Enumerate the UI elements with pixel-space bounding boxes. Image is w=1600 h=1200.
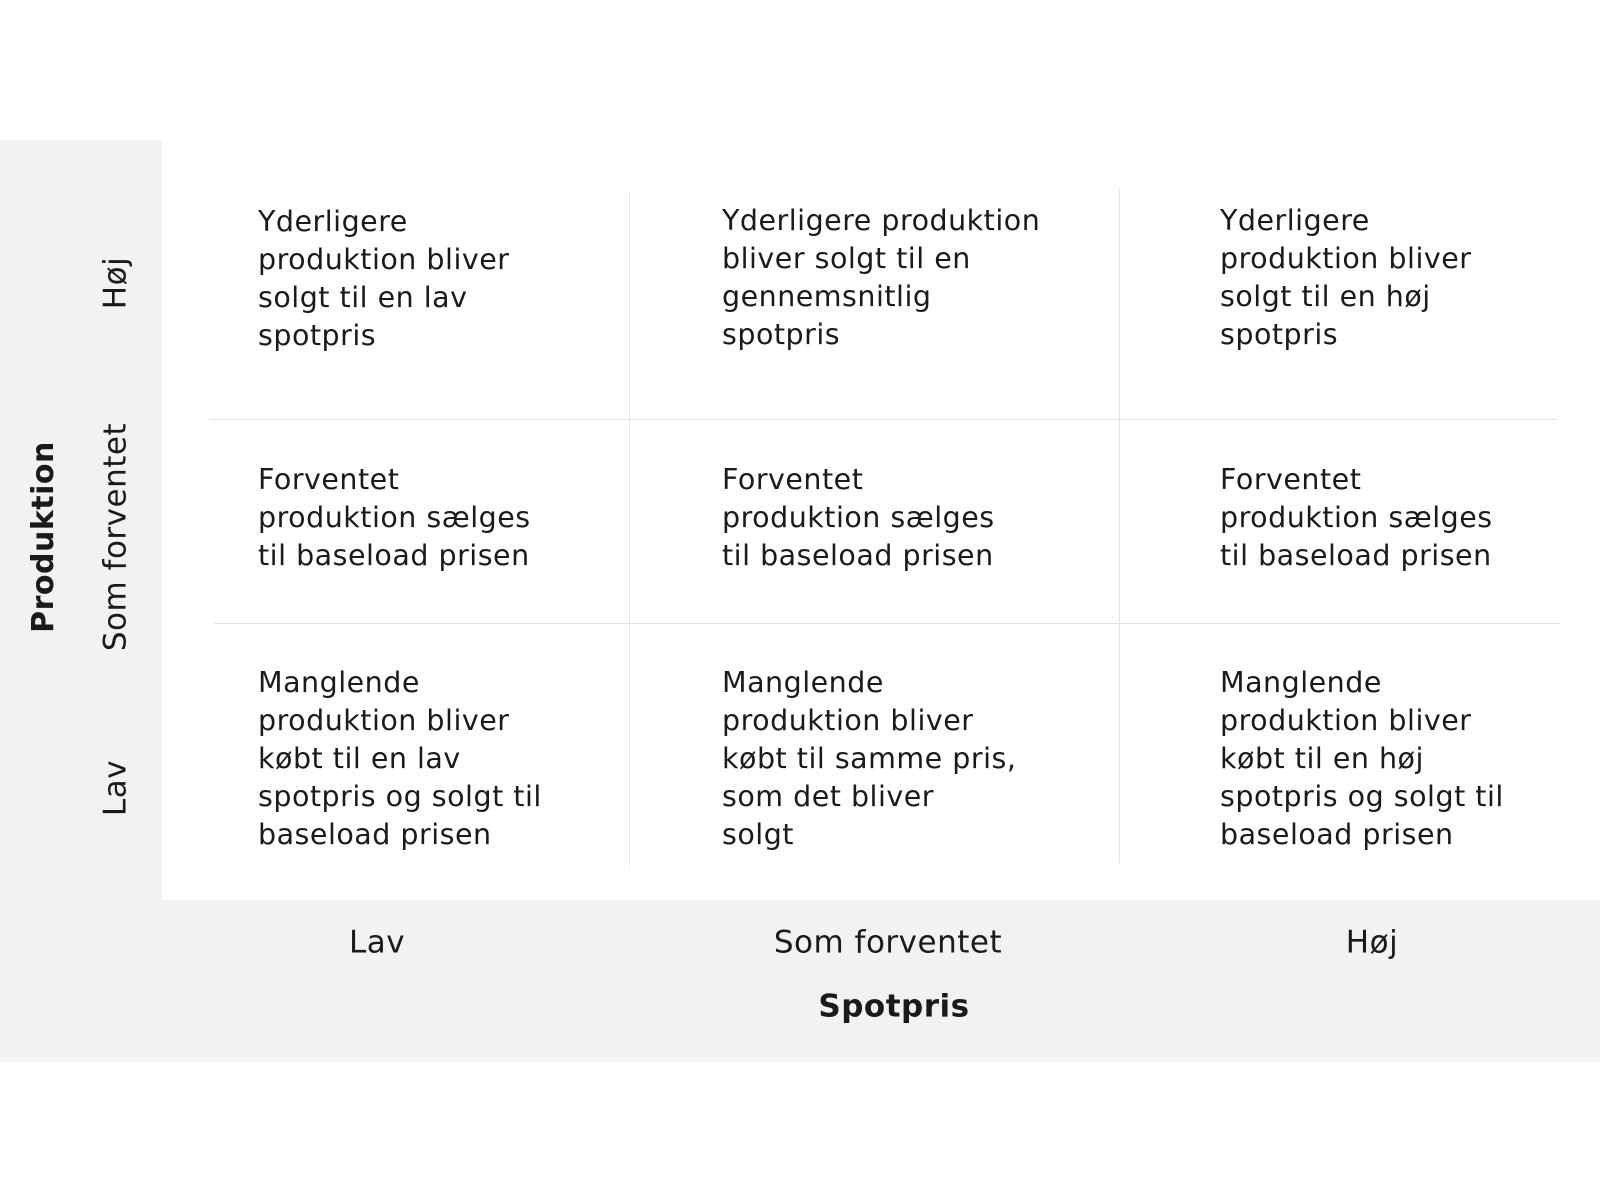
cell-expected-production-low-price: Forventet produktion sælges til baseload prisen bbox=[258, 463, 531, 572]
cell-expected-production-expected-price: Forventet produktion sælges til baseload prisen bbox=[722, 463, 995, 572]
y-axis-title: Produktion bbox=[26, 441, 61, 633]
y-level-expected: Som forventet bbox=[97, 422, 134, 652]
cell-low-production-expected-price: Manglende produktion bliver købt til samme pris, som det bliver solgt bbox=[722, 666, 1017, 851]
x-axis-title: Spotpris bbox=[818, 988, 970, 1025]
y-level-high: Høj bbox=[97, 256, 134, 310]
x-level-high: Høj bbox=[1345, 924, 1399, 961]
grid-divider-row-1 bbox=[210, 419, 1556, 420]
grid-divider-col-2 bbox=[1119, 189, 1120, 863]
grid-divider-row-2 bbox=[214, 623, 1560, 624]
cell-high-production-high-price: Yderligere produktion bliver solgt til en høj spotpris bbox=[1220, 204, 1472, 351]
cell-high-production-expected-price: Yderligere produktion bliver solgt til en gennemsnitlig spotpris bbox=[722, 204, 1041, 351]
cell-low-production-high-price: Manglende produktion bliver købt til en høj spotpris og solgt til baseload prisen bbox=[1220, 666, 1504, 851]
y-level-low: Lav bbox=[97, 759, 134, 817]
grid-divider-col-1 bbox=[629, 192, 630, 866]
x-level-low: Lav bbox=[348, 924, 406, 961]
cell-high-production-low-price: Yderligere produktion bliver solgt til en lav spotpris bbox=[258, 205, 510, 352]
cell-low-production-low-price: Manglende produktion bliver købt til en lav spotpris og solgt til baseload prisen bbox=[258, 666, 542, 851]
y-axis-band bbox=[0, 140, 162, 900]
cell-expected-production-high-price: Forventet produktion sælges til baseload prisen bbox=[1220, 463, 1493, 572]
x-level-expected: Som forventet bbox=[773, 924, 1003, 961]
